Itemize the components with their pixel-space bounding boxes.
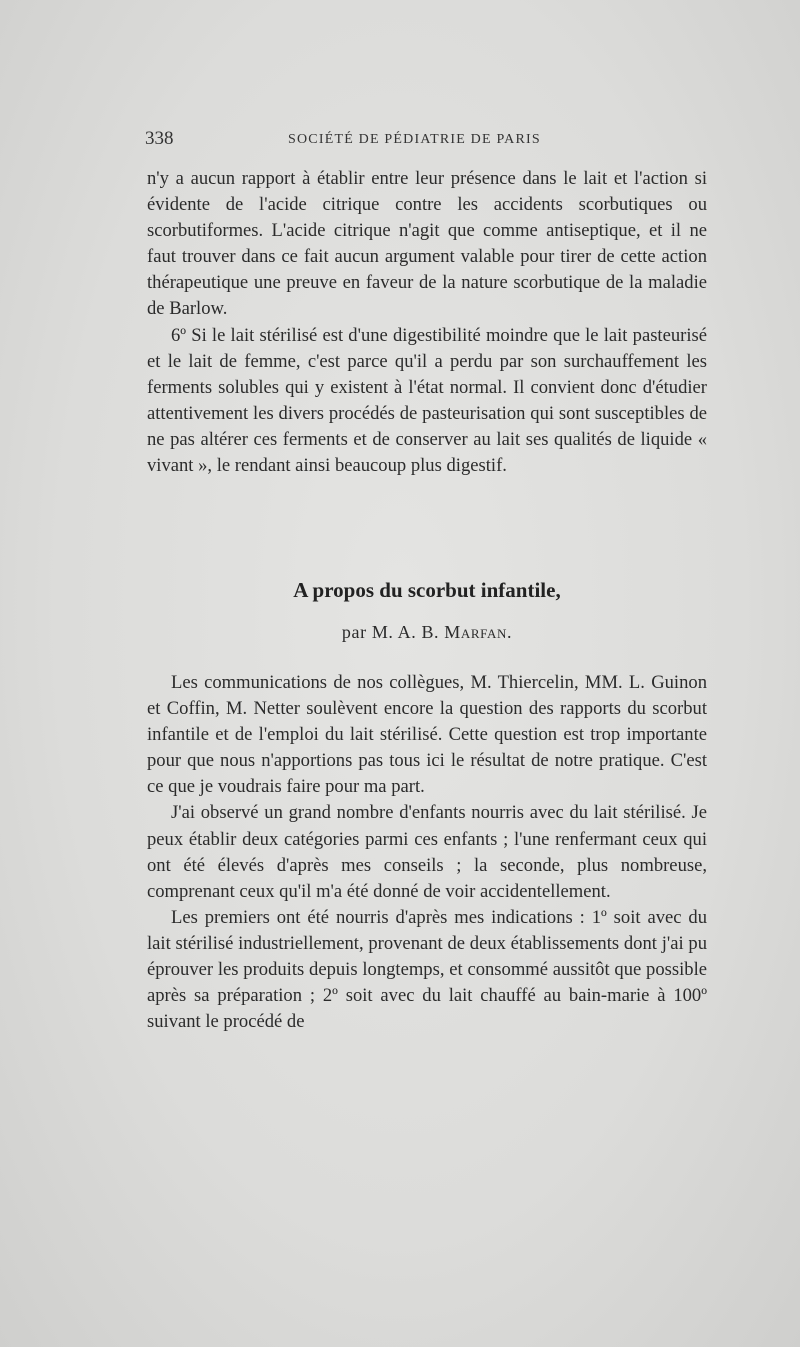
paragraph: Les premiers ont été nourris d'après mes indications : 1º soit avec du lait stérilisé industriellement, provenant de deux établissements dont j'ai pu éprouver les produits depuis longtemps, et consommé aussitôt que possible après sa préparation ; 2º soit avec du lait chauffé au bain-marie à 100º suivant le procédé de <box>147 906 707 1033</box>
paragraph: Les communications de nos collègues, M. Thiercelin, MM. L. Guinon et Coffin, M. Netter soulèvent encore la question des rapports du scorbut infantile et de l'emploi du lait stérilisé. Cette question est trop importante pour que nous n'apportions pas tous ici le résultat de notre pratique. C'est ce que je voudrais faire pour ma part. <box>147 672 707 798</box>
paragraph: n'y a aucun rapport à établir entre leur présence dans le lait et l'action si évidente de l'acide citrique contre les accidents scorbutiques ou scorbutiformes. L'acide citrique n'agit que comme antiseptique, et il ne faut trouver dans ce fait aucun argument valable pour tirer de cette action thérapeutique une preuve en faveur de la nature scorbutique de la maladie de Barlow. <box>147 168 707 320</box>
article-body <box>147 670 707 1035</box>
byline <box>147 622 707 643</box>
byline-prefix: par <box>341 622 367 642</box>
byline-author: M. A. B. Marfan. <box>371 622 513 642</box>
journal-title: SOCIÉTÉ DE PÉDIATRIE DE PARIS <box>288 132 541 147</box>
paragraph: J'ai observé un grand nombre d'enfants nourris avec du lait stérilisé. Je peux établir deux catégories parmi ces enfants ; l'une renfermant ceux qui ont été élevés d'après mes conseils ; la seconde, plus nombreuse, comprenant ceux qu'il m'a été donné de voir accidentellement. <box>147 802 707 902</box>
previous-article-conclusion <box>147 166 707 479</box>
running-head <box>145 128 710 152</box>
page-number: 338 <box>145 128 174 149</box>
article-title: A propos du scorbut infantile, <box>293 578 561 602</box>
paragraph: 6º Si le lait stérilisé est d'une digestibilité moindre que le lait pasteurisé et le lait de femme, c'est parce qu'il a perdu par son surchauffement les ferments solubles qui y existent à l'état normal. Il convient donc d'étudier attentivement les divers procédés de pasteurisation qui sont susceptibles de ne pas altérer ces ferments et de conserver au lait ses qualités de liquide « vivant », le rendant ainsi beaucoup plus digestif. <box>147 324 707 477</box>
